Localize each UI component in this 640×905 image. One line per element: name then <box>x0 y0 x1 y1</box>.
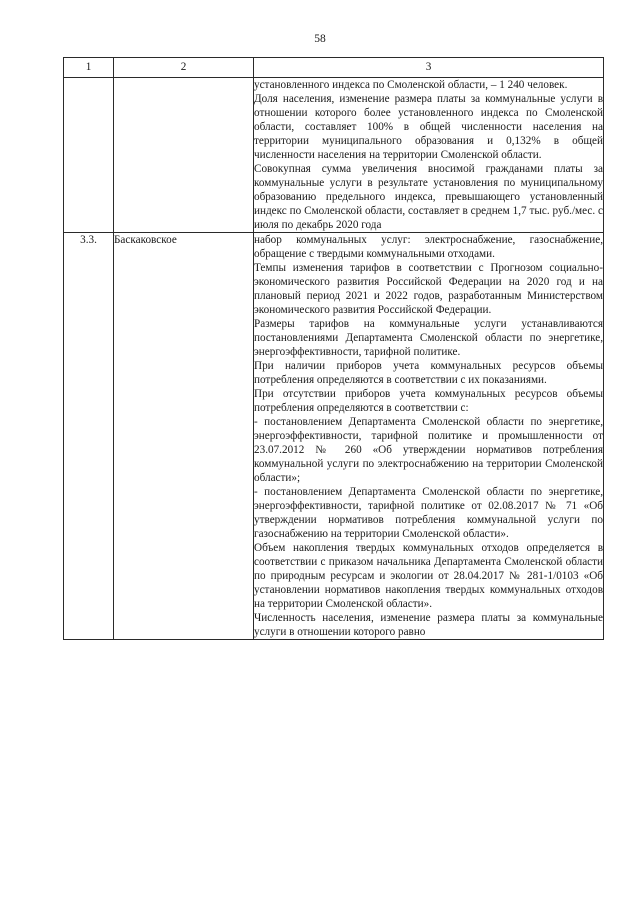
table-header-row <box>64 58 604 78</box>
paragraph: При отсутствии приборов учета коммунальных ресурсов объемы потребления определяются в соответствии с: <box>254 388 603 414</box>
column-header: 2 <box>114 58 254 78</box>
paragraph: - постановлением Департамента Смоленской области по энергетике, энергоэффективности, тарифной политике и промышленности от 23.07.2012 № 260 «Об утверждении нормативов потребления коммунальной услуги по электроснабжению на территории Смоленской области»; <box>254 416 603 484</box>
paragraph: Совокупная сумма увеличения вносимой гражданами платы за коммунальные услуги в результате установления по муниципальному образованию предельного индекса, превышающего установленный индекс по Смоленской области, составляет в среднем 1,7 тыс. руб./мес. с июля по декабрь 2020 года <box>254 163 603 231</box>
municipality-name-cell <box>114 78 254 233</box>
paragraph: Численность населения, изменение размера платы за коммунальные услуги в отношении которого равно <box>254 612 603 638</box>
description-cell <box>254 78 604 233</box>
paragraph: Темпы изменения тарифов в соответствии с Прогнозом социально-экономического развития Российской Федерации на 2020 год и на плановый период 2021 и 2022 годов, разработанным Министерством экономического развития Российской Федерации. <box>254 262 603 316</box>
paragraph: - постановлением Департамента Смоленской области по энергетике, энергоэффективности, тарифной политике от 02.08.2017 № 71 «Об утверждении нормативов потребления коммунальной услуги по газоснабжению на территории Смоленской области». <box>254 486 603 540</box>
column-header: 3 <box>254 58 604 78</box>
paragraph: Размеры тарифов на коммунальные услуги устанавливаются постановлениями Департамента Смоленской области по энергетике, энергоэффективности, тарифной политике. <box>254 318 603 358</box>
paragraph: набор коммунальных услуг: электроснабжение, газоснабжение, обращение с твердыми коммунальными отходами. <box>254 234 603 260</box>
row-number-cell <box>64 78 114 233</box>
table-row <box>64 233 604 640</box>
description-cell <box>254 233 604 640</box>
page-number: 58 <box>314 33 326 45</box>
paragraph: Объем накопления твердых коммунальных отходов определяется в соответствии с приказом начальника Департамента Смоленской области по природным ресурсам и экологии от 28.04.2017 № 281-1/0103 «Об установлении нормативов накопления твердых коммунальных отходов на территории Смоленской области». <box>254 542 603 610</box>
data-table <box>63 57 604 640</box>
row-number-cell: 3.3. <box>64 233 114 640</box>
table-row <box>64 78 604 233</box>
paragraph: При наличии приборов учета коммунальных ресурсов объемы потребления определяются в соответствии с их показаниями. <box>254 360 603 386</box>
column-header: 1 <box>64 58 114 78</box>
municipality-name-cell: Баскаковское <box>114 233 254 640</box>
paragraph: Доля населения, изменение размера платы за коммунальные услуги в отношении которого более установленного индекса по Смоленской области, составляет 100% в общей численности населения на территории муниципального образования и 0,132% в общей численности населения на территории Смоленской области. <box>254 93 603 161</box>
paragraph: установленного индекса по Смоленской области, – 1 240 человек. <box>254 79 568 91</box>
